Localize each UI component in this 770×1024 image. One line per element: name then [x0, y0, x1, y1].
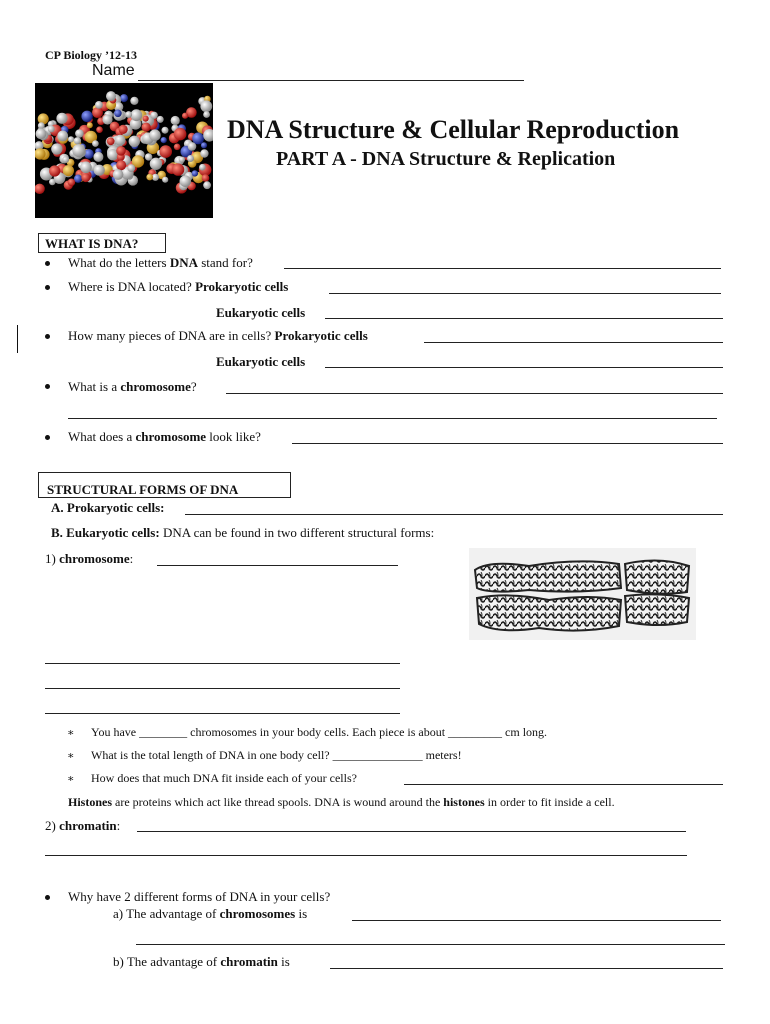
margin-mark	[17, 325, 18, 353]
label-chromosome-form: 1) chromosome:	[45, 551, 134, 566]
label-eukaryotic-pieces: Eukaryotic cells	[216, 354, 306, 369]
answer-line-eukaryotic-pieces[interactable]	[325, 367, 723, 368]
label-eukaryotic-location: Eukaryotic cells	[216, 305, 306, 320]
answer-line-prokaryotic-form[interactable]	[185, 514, 723, 515]
question-chromosome-count: You have ________ chromosomes in your body cells. Each piece is about _________ cm long.	[91, 725, 548, 739]
dna-model-image	[35, 83, 213, 218]
answer-line-chromosome-form-4[interactable]	[45, 713, 400, 714]
answer-line-chromatin-2[interactable]	[45, 855, 687, 856]
question-chromosome-look: What does a chromosome look like?	[68, 429, 261, 444]
question-why-two-forms: Why have 2 different forms of DNA in your cells?	[68, 889, 331, 904]
question-dna-letters: What do the letters DNA stand for?	[68, 255, 253, 270]
section-heading-structural-forms: STRUCTURAL FORMS OF DNA	[47, 482, 239, 497]
page-subtitle: PART A - DNA Structure & Replication	[276, 148, 616, 170]
bullet	[45, 895, 50, 900]
bullet	[45, 285, 50, 290]
answer-line-dna-fit[interactable]	[404, 784, 723, 785]
chromosome-image	[469, 548, 696, 640]
bullet	[45, 261, 50, 266]
answer-line-chromosome-form-1[interactable]	[157, 565, 398, 566]
question-dna-fit: How does that much DNA fit inside each of your cells?	[91, 771, 357, 785]
section-heading-what-is-dna: WHAT IS DNA?	[45, 236, 139, 251]
answer-line-eukaryotic-location[interactable]	[325, 318, 723, 319]
question-dna-length: What is the total length of DNA in one body cell? _______________ meters!	[91, 748, 462, 762]
answer-line-prokaryotic-location[interactable]	[329, 293, 721, 294]
answer-line-chromatin-1[interactable]	[137, 831, 686, 832]
answer-line-chromosome-form-2[interactable]	[45, 663, 400, 664]
star-bullet-icon: ∗	[67, 750, 75, 762]
answer-line-chromosome-2[interactable]	[68, 418, 717, 419]
label-eukaryotic-cells: B. Eukaryotic cells: DNA can be found in two different structural forms:	[51, 525, 435, 540]
label-prokaryotic-cells: A. Prokaryotic cells:	[51, 500, 165, 515]
answer-line-advantage-chromosomes-1[interactable]	[352, 920, 721, 921]
answer-line-advantage-chromosomes-2[interactable]	[136, 944, 725, 945]
bullet	[45, 435, 50, 440]
star-bullet-icon: ∗	[67, 773, 75, 785]
question-advantage-chromosomes: a) The advantage of chromosomes is	[113, 906, 308, 921]
answer-line-dna-letters[interactable]	[284, 268, 721, 269]
answer-line-chromosome-1[interactable]	[226, 393, 723, 394]
label-chromatin-form: 2) chromatin:	[45, 818, 121, 833]
bullet	[45, 334, 50, 339]
question-advantage-chromatin: b) The advantage of chromatin is	[113, 954, 290, 969]
course-label: CP Biology ’12-13	[45, 48, 137, 62]
question-dna-location: Where is DNA located? Prokaryotic cells	[68, 279, 289, 294]
answer-line-chromosome-look[interactable]	[292, 443, 723, 444]
name-label: Name	[92, 62, 135, 79]
histones-note: Histones are proteins which act like thread spools. DNA is wound around the histones in order to fit inside a cell.	[68, 795, 615, 809]
bullet	[45, 384, 50, 389]
page-title: DNA Structure & Cellular Reproduction	[227, 115, 680, 144]
question-dna-pieces: How many pieces of DNA are in cells? Prokaryotic cells	[68, 328, 368, 343]
question-what-is-chromosome: What is a chromosome?	[68, 379, 197, 394]
answer-line-prokaryotic-pieces[interactable]	[424, 342, 723, 343]
name-line[interactable]	[138, 80, 524, 81]
answer-line-advantage-chromatin[interactable]	[330, 968, 723, 969]
star-bullet-icon: ∗	[67, 727, 75, 739]
answer-line-chromosome-form-3[interactable]	[45, 688, 400, 689]
